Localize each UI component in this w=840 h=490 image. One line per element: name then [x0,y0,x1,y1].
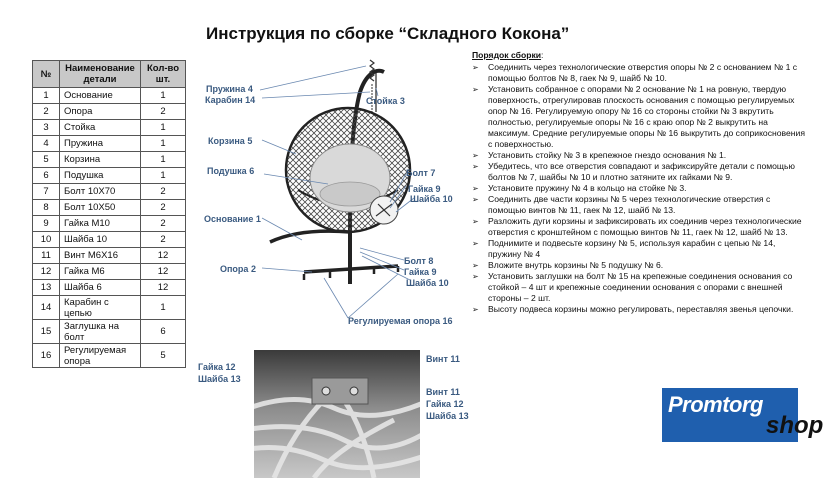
row-quantity: 12 [141,248,186,264]
table-row [33,152,186,168]
base-and-supports [270,231,398,284]
row-number: 16 [33,344,60,368]
row-number: 2 [33,104,60,120]
table-row [33,216,186,232]
parts-table [32,60,186,368]
row-quantity: 2 [141,216,186,232]
label-support: Опора 2 [220,264,256,274]
label-cushion: Подушка 6 [207,166,255,176]
table-row [33,232,186,248]
table-row [33,136,186,152]
table-row [33,264,186,280]
table-header-row [33,61,186,88]
row-part-name: Шайба 6 [60,280,141,296]
row-quantity: 12 [141,280,186,296]
row-part-name: Опора [60,104,141,120]
row-quantity: 1 [141,136,186,152]
label-bolt8: Болт 8 [404,256,434,266]
row-quantity: 1 [141,152,186,168]
row-number: 12 [33,264,60,280]
instruction-step: ➢ Установить собранное с опорами № 2 основание № 1 на ровную, твердую поверхность, отрегулировав плоскость основания с помощью регулируемых опор № 16. Регулируемую опору № 16 со стороны стойки № 3 вкрутить полностью, регулируемые опоры № 16 с краю опор № 2 выкрутить на максимум. Средние регулируемые опоры № 16 выкрутить до соприкосновения с поверхностью. [484,84,810,150]
fastener-photo [254,350,420,478]
label-washer13-right: Шайба 13 [426,411,469,421]
row-quantity: 2 [141,184,186,200]
table-row [33,344,186,368]
table-row [33,88,186,104]
table-row [33,248,186,264]
table-row [33,320,186,344]
assembly-instructions [470,50,810,315]
instruction-step: ➢ Соединить две части корзины № 5 через технологические отверстия с помощью винтов № 11, гаек № 12, шайб № 13. [484,194,810,216]
instruction-step: ➢ Установите пружину № 4 в кольцо на стойке № 3. [484,183,810,194]
table-row [33,200,186,216]
row-part-name: Заглушка на болт [60,320,141,344]
label-screw11-top: Винт 11 [426,354,460,364]
table-row [33,104,186,120]
row-number: 11 [33,248,60,264]
row-quantity: 12 [141,264,186,280]
table-row [33,168,186,184]
row-number: 5 [33,152,60,168]
row-number: 8 [33,200,60,216]
row-part-name: Стойка [60,120,141,136]
row-number: 4 [33,136,60,152]
row-part-name: Винт М6Х16 [60,248,141,264]
fastener-photo-art [254,350,420,478]
row-quantity: 2 [141,200,186,216]
row-part-name: Регулируемая опора [60,344,141,368]
row-part-name: Пружина [60,136,141,152]
row-number: 3 [33,120,60,136]
label-washer13-left: Шайба 13 [198,374,241,384]
row-part-name: Болт 10Х70 [60,184,141,200]
label-stand: Стойка 3 [366,96,405,106]
row-number: 14 [33,296,60,320]
row-number: 9 [33,216,60,232]
row-quantity: 2 [141,104,186,120]
row-number: 6 [33,168,60,184]
instruction-step: ➢ Соединить через технологические отверстия опоры № 2 с основанием № 1 с помощью болтов № 8, гаек № 9, шайб № 10. [484,62,810,84]
instruction-step: ➢ Поднимите и подвесьте корзину № 5, используя карабин с цепью № 14, пружину № 4 [484,238,810,260]
label-adjustable-support: Регулируемая опора 16 [348,316,453,326]
instruction-step: ➢ Высоту подвеса корзины можно регулировать, переставляя звенья цепочки. [484,304,810,315]
row-quantity: 2 [141,232,186,248]
row-quantity: 6 [141,320,186,344]
table-row [33,296,186,320]
label-nut12-right: Гайка 12 [426,399,464,409]
table-row [33,280,186,296]
logo-text-shop: shop [766,412,824,439]
detail-zoom [370,196,398,224]
row-number: 15 [33,320,60,344]
row-part-name: Корзина [60,152,141,168]
label-washer10-bottom: Шайба 10 [406,278,449,288]
row-part-name: Болт 10Х50 [60,200,141,216]
instruction-step: ➢ Установить стойку № 3 в крепежное гнездо основания № 1. [484,150,810,161]
row-quantity: 1 [141,296,186,320]
column-header-name: Наименование детали [60,61,141,88]
row-part-name: Шайба 10 [60,232,141,248]
logo-text-promtorg: Promtorg [668,392,763,417]
table-row [33,120,186,136]
row-quantity: 1 [141,168,186,184]
instructions-heading-colon: : [541,50,544,60]
row-part-name: Основание [60,88,141,104]
table-row [33,184,186,200]
instruction-step: ➢ Установить заглушки на болт № 15 на крепежные соединения основания со стойкой – 4 шт и крепежные соединении основания с опорами с внешней стороны – 2 шт. [484,271,810,304]
row-part-name: Гайка М10 [60,216,141,232]
label-nut12-left: Гайка 12 [198,362,236,372]
steps-list [470,62,810,315]
label-spring: Пружина 4 [206,84,253,94]
label-base: Основание 1 [204,214,261,224]
row-part-name: Карабин с цепью [60,296,141,320]
row-quantity: 1 [141,88,186,104]
label-nut9-top: Гайка 9 [408,184,441,194]
page-title: Инструкция по сборке “Складного Кокона” [206,24,570,43]
instruction-step: ➢ Убедитесь, что все отверстия совпадают и зафиксируйте детали с помощью болтов № 7, шайбы № 10 и плотно затяните их гайками № 9. [484,161,810,183]
label-basket: Корзина 5 [208,136,253,146]
row-number: 7 [33,184,60,200]
instructions-heading: Порядок сборки [472,50,542,60]
row-part-name: Гайка М6 [60,264,141,280]
column-header-quantity: Кол-во шт. [141,61,186,88]
row-number: 10 [33,232,60,248]
row-quantity: 1 [141,120,186,136]
label-screw11-right: Винт 11 [426,387,460,397]
label-carabiner: Карабин 14 [205,95,256,105]
row-number: 1 [33,88,60,104]
column-header-number: № [33,61,60,88]
row-number: 13 [33,280,60,296]
instruction-step: ➢ Разложить дуги корзины и зафиксировать их соединив через технологические отверстия с кронштейном с помощью винтов № 11, гаек № 12, шайб № 13. [484,216,810,238]
label-nut9-bottom: Гайка 9 [404,267,437,277]
promtorg-logo [662,388,832,444]
label-bolt7: Болт 7 [406,168,436,178]
instruction-step: ➢ Вложите внутрь корзины № 5 подушку № 6. [484,260,810,271]
row-part-name: Подушка [60,168,141,184]
label-washer10-top: Шайба 10 [410,194,453,204]
row-quantity: 5 [141,344,186,368]
